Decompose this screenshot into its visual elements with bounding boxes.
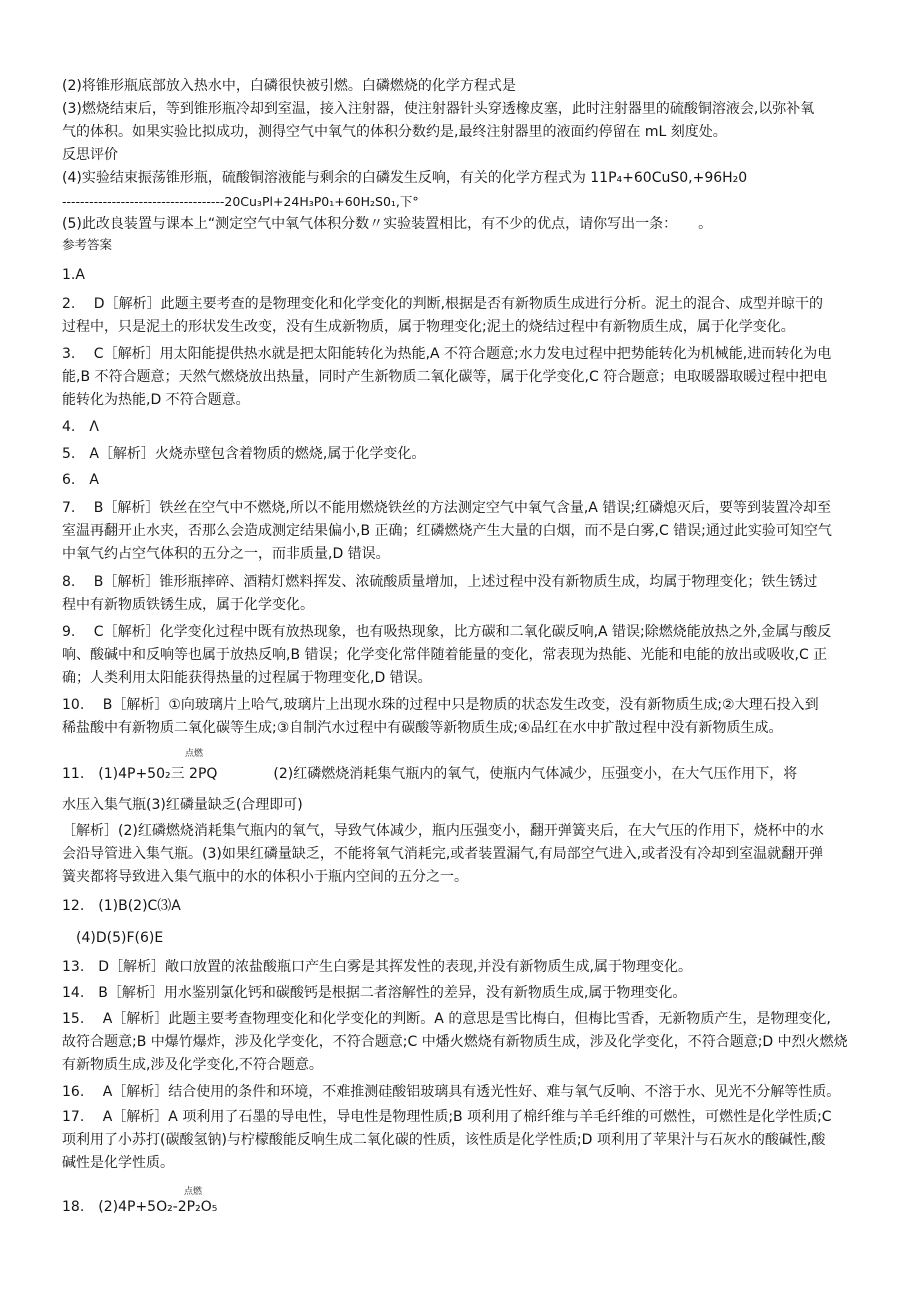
answer-3-cont: 能转化为热能,D 不符合题意。 [62, 392, 250, 408]
answer-10: 10. B［解析］①向玻璃片上哈气,玻璃片上出现水珠的过程中只是物质的状态发生改变，没有新物质生成;②大理石投入到 [62, 697, 819, 713]
answer-3: 3. C［解析］用太阳能提供热水就是把太阳能转化为热能,A 不符合题意;水力发电过程中把势能转化为机械能,进而转化为电 [62, 346, 832, 362]
answer-10-cont: 稀盐酸中有新物质二氧化碳等生成;③自制汽水过程中有碳酸等新物质生成;④品红在水中扩散过程中没有新物质生成。 [62, 720, 783, 736]
answer-17-cont: 项利用了小苏打(碳酸氢钠)与柠檬酸能反响生成二氧化碳的性质，该性质是化学性质;D 项利用了苹果汁与石灰水的酸碱性,酸 [62, 1132, 826, 1148]
answer-2-cont: 过程中，只是泥土的形状发生改变，没有生成新物质，属于物理变化;泥土的烧结过程中有新物质生成，属于化学变化。 [62, 319, 795, 335]
answer-9-cont: 确；人类利用太阳能获得热量的过程属于物理变化,D 错误。 [62, 670, 432, 686]
answer-16: 16. A［解析］结合使用的条件和环境，不难推测硅酸铝玻璃具有透光性好、难与氧气反响、不溶于水、见光不分解等性质。 [62, 1084, 841, 1100]
ignite-annotation: 点燃 [185, 749, 204, 759]
text-line: 气的体积。如果实验比拟成功，测得空气中氧气的体积分数约是,最终注射器里的液面约停留在 mL 刻度处。 [62, 124, 727, 140]
section-heading: 反思评价 [62, 147, 118, 163]
answer-8-cont: 程中有新物质铁锈生成，属于化学变化。 [62, 597, 314, 613]
answer-11-analysis-cont: 簧夹都将导致进入集气瓶中的水的体积小于瓶内空间的五分之一。 [62, 869, 468, 885]
answer-7-cont: 中氧气约占空气体积的五分之一，而非质量,D 错误。 [62, 546, 390, 562]
answer-2: 2. D［解析］此题主要考查的是物理变化和化学变化的判断,根据是否有新物质生成进行分析。泥土的混合、成型并晾干的 [62, 296, 824, 312]
answer-11-analysis: ［解析］(2)红磷燃烧消耗集气瓶内的氧气，导致气体减少，瓶内压强变小，翻开弹簧夹后，在大气压的作用下，烧杯中的水 [62, 823, 824, 839]
answer-18: 18. (2)4P+5O₂-2P₂O₅ [62, 1199, 218, 1215]
answer-17: 17. A［解析］A 项利用了石墨的导电性，导电性是物理性质;B 项利用了棉纤维与羊毛纤维的可燃性，可燃性是化学性质;C [62, 1109, 832, 1125]
answer-5: 5. A［解析］火烧赤壁包含着物质的燃烧,属于化学变化。 [62, 446, 426, 462]
answer-7: 7. B［解析］铁丝在空气中不燃烧,所以不能用燃烧铁丝的方法测定空气中氧气含量,A 错误;红磷熄灭后，要等到装置冷却至 [62, 500, 832, 516]
answer-13: 13. D［解析］敞口放置的浓盐酸瓶口产生白雾是其挥发性的表现,并没有新物质生成,属于物理变化。 [62, 959, 692, 975]
answer-15-cont: 有新物质生成,涉及化学变化,不符合题意。 [62, 1057, 323, 1073]
answer-11: 11. (1)4P+50₂三 2PQ (2)红磷燃烧消耗集气瓶内的氧气，使瓶内气体减少，压强变小，在大气压作用下，将 [62, 766, 798, 782]
answer-17-cont: 碱性是化学性质。 [62, 1155, 174, 1171]
answer-1: 1.A [62, 267, 85, 283]
answer-12: 12. (1)B(2)C⑶A [62, 898, 181, 914]
answer-3-cont: 能,B 不符合题意；天然气燃烧放出热量，同时产生新物质二氧化碳等，属于化学变化,C 符合题意；电取暖器取暖过程中把电 [62, 369, 828, 385]
ignite-annotation: 点燃 [184, 1187, 203, 1197]
equation-line: ------------------------------------20Cu₃Pl+24H₃P0₁+60H₂S0₁,下° [62, 194, 419, 209]
answer-12-cont: (4)D(5)F(6)E [62, 930, 164, 946]
answer-11-analysis-cont: 会沿导管进入集气瓶。(3)如果红磷量缺乏，不能将氧气消耗完,或者装置漏气,有局部空气进入,或者没有冷却到室温就翻开弹 [62, 846, 824, 862]
answer-9-cont: 响、酸碱中和反响等也属于放热反响,B 错误；化学变化常伴随着能量的变化，常表现为热能、光能和电能的放出或吸收,C 正 [62, 647, 828, 663]
answer-4: 4. Λ [62, 419, 99, 435]
answer-14: 14. B［解析］用水鉴别氯化钙和碳酸钙是根据二者溶解性的差异，没有新物质生成,属于物理变化。 [62, 985, 687, 1001]
answer-7-cont: 室温再翻开止水夹，否那么会造成测定结果偏小,B 正确；红磷燃烧产生大量的白烟，而不是白雾,C 错误;通过此实验可知空气 [62, 523, 832, 539]
text-line: (3)燃烧结束后，等到锥形瓶冷却到室温，接入注射器，使注射器针头穿透橡皮塞，此时注射器里的硫酸铜溶液会,以弥补氧 [62, 101, 815, 117]
answer-6: 6. A [62, 472, 99, 488]
answer-9: 9. C［解析］化学变化过程中既有放热现象，也有吸热现象，比方碳和二氧化碳反响,A 错误;除燃烧能放热之外,金属与酸反 [62, 624, 832, 640]
answer-11-cont: 水压入集气瓶(3)红磷量缺乏(合理即可) [62, 797, 303, 813]
answer-15: 15. A［解析］此题主要考查物理变化和化学变化的判断。A 的意思是雪比梅白，但梅比雪香，无新物质产生，是物理变化, [62, 1011, 831, 1027]
text-line: (4)实验结束振荡锥形瓶，硫酸铜溶液能与剩余的白磷发生反响，有关的化学方程式为 11P₄+60CuS0,+96H₂0 [62, 170, 748, 186]
section-heading: 参考答案 [62, 237, 113, 252]
answer-8: 8. B［解析］锥形瓶摔碎、酒精灯燃料挥发、浓硫酸质量增加，上述过程中没有新物质生成，均属于物理变化；铁生锈过 [62, 574, 818, 590]
text-line: (2)将锥形瓶底部放入热水中，白磷很快被引燃。白磷燃烧的化学方程式是 [62, 78, 516, 94]
answer-15-cont: 故符合题意;B 中爆竹爆炸，涉及化学变化，不符合题意;C 中燔火燃烧有新物质生成，涉及化学变化，不符合题意;D 中烈火燃烧 [62, 1034, 848, 1050]
text-line: (5)此改良装置与课本上“测定空气中氧气体积分数〃实验装置相比，有不少的优点，请你写出一条： 。 [62, 216, 713, 232]
